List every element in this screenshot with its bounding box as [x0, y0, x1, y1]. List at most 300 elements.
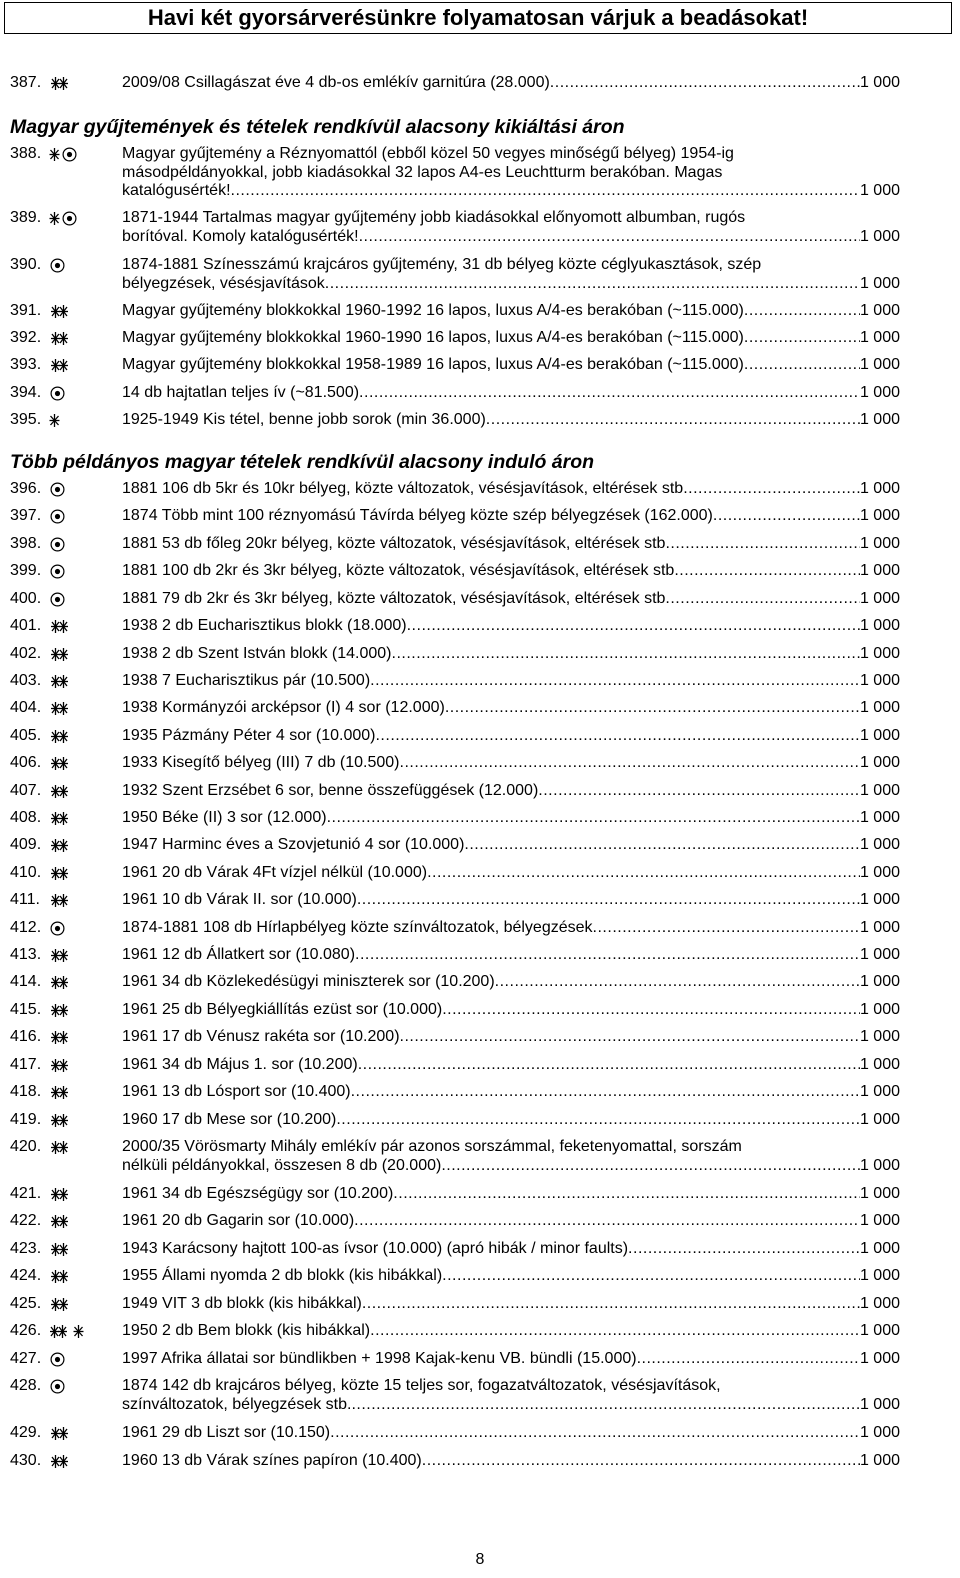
lot-number: 408. [10, 809, 42, 826]
condition-icons [47, 973, 119, 991]
page-number: 8 [475, 1551, 485, 1568]
lot-entry [10, 256, 900, 293]
starting-price: 1 000 [859, 535, 900, 552]
lot-description [122, 145, 900, 201]
lot-description [122, 1377, 900, 1414]
description-line: 1933 Kisegítő bélyeg (III) 7 db (10.500) [122, 754, 400, 771]
condition-icons [47, 864, 119, 882]
lot-description [122, 1056, 900, 1075]
lot-entry [10, 411, 900, 430]
description-last-line [122, 1185, 900, 1204]
mint-never-hinged-icon [51, 838, 68, 853]
mint-hinged-icon [49, 211, 60, 226]
lot-description [122, 1424, 900, 1443]
lot-entry [10, 699, 900, 718]
lot-entry [10, 1452, 900, 1471]
lot-number: 407. [10, 782, 42, 799]
lot-number: 397. [10, 507, 42, 524]
description-last-line [122, 946, 900, 965]
lot-entry [10, 1001, 900, 1020]
description-line: 1961 34 db Egészségügy sor (10.200) [122, 1185, 394, 1202]
description-last-line [122, 329, 900, 348]
condition-icons [47, 1452, 119, 1470]
lot-description [122, 1240, 900, 1259]
description-line: 2000/35 Vörösmarty Mihály emlékív pár azonos sorszámmal, feketenyomattal, sorszám [122, 1138, 742, 1155]
condition-icons [47, 727, 119, 745]
description-line: 1881 100 db 2kr és 3kr bélyeg, közte változatok, vésésjavítások, eltérések stb [122, 562, 675, 579]
lot-description [122, 1083, 900, 1102]
description-line: bélyegzések, vésésjavítások [122, 274, 325, 292]
starting-price: 1 000 [859, 1212, 900, 1229]
starting-price: 1 000 [859, 919, 900, 936]
mint-never-hinged-icon [51, 1085, 68, 1100]
condition-icons [47, 480, 119, 498]
description-line: 1961 25 db Bélyegkiállítás ezüst sor (10.000) [122, 1001, 443, 1018]
description-line: 1938 2 db Szent István blokk (14.000) [122, 645, 392, 662]
mint-never-hinged-icon [51, 1269, 68, 1284]
description-last-line [122, 1424, 900, 1443]
description-line: 14 db hajtatlan teljes ív (~81.500) [122, 384, 360, 401]
description-last-line [122, 1212, 900, 1231]
mint-never-hinged-icon [50, 1324, 67, 1339]
description-line: 1997 Afrika állatai sor bündlikben + 1998 Kajak-kenu VB. bündli (15.000) [122, 1350, 637, 1367]
description-line: 1961 17 db Vénusz rakéta sor (10.200) [122, 1028, 400, 1045]
lot-description [122, 1111, 900, 1130]
description-line: 1925-1949 Kis tétel, benne jobb sorok (min 36.000) [122, 411, 486, 428]
lot-entry [10, 507, 900, 526]
dot-leader [744, 302, 860, 321]
starting-price: 1 000 [859, 1083, 900, 1100]
dot-leader [354, 1212, 860, 1231]
condition-icons [47, 1240, 119, 1258]
starting-price: 1 000 [859, 754, 900, 771]
condition-icons [47, 74, 119, 92]
lot-description [122, 727, 900, 746]
dot-leader [392, 645, 860, 664]
starting-price: 1 000 [859, 356, 900, 373]
lot-description [122, 384, 900, 403]
lot-entry [10, 1350, 900, 1369]
dot-leader [713, 507, 860, 526]
lot-description [122, 1001, 900, 1020]
lot-description [122, 699, 900, 718]
description-line: 1961 10 db Várak II. sor (10.000) [122, 891, 357, 908]
dot-leader [327, 809, 860, 828]
lot-number: 412. [10, 919, 42, 936]
lot-description [122, 1138, 900, 1175]
lot-number: 403. [10, 672, 42, 689]
condition-icons [47, 535, 119, 553]
lot-description [122, 782, 900, 801]
condition-icons [47, 1377, 119, 1395]
starting-price: 1 000 [859, 1395, 900, 1413]
dot-leader [231, 182, 860, 201]
condition-icons [47, 699, 119, 717]
dot-leader [442, 1001, 860, 1020]
condition-icons [47, 645, 119, 663]
condition-icons [47, 617, 119, 635]
dot-leader [359, 384, 860, 403]
mint-never-hinged-icon [51, 1214, 68, 1229]
condition-icons [47, 302, 119, 320]
description-line: 1961 20 db Várak 4Ft vízjel nélkül (10.000) [122, 864, 428, 881]
description-line: 1943 Karácsony hajtott 100-as ívsor (10.000) (apró hibák / minor faults) [122, 1240, 629, 1257]
description-line: Magyar gyűjtemény a Réznyomattól (ebből közel 50 vegyes minőségű bélyeg) 1954-ig [122, 145, 734, 162]
lot-entry [10, 782, 900, 801]
description-last-line [122, 356, 900, 375]
mint-never-hinged-icon [51, 701, 68, 716]
starting-price: 1 000 [859, 809, 900, 826]
starting-price: 1 000 [859, 384, 900, 401]
description-last-line [122, 275, 900, 294]
condition-icons [47, 1083, 119, 1101]
lot-number: 421. [10, 1185, 42, 1202]
description-last-line [122, 1396, 900, 1415]
description-last-line [122, 182, 900, 201]
dot-leader [330, 1424, 860, 1443]
dot-leader [744, 329, 860, 348]
mint-hinged-icon [49, 147, 60, 162]
dot-leader [357, 891, 860, 910]
dot-leader [375, 727, 859, 746]
description-last-line [122, 1111, 900, 1130]
starting-price: 1 000 [859, 274, 900, 292]
description-last-line [122, 1295, 900, 1314]
starting-price: 1 000 [859, 1056, 900, 1073]
starting-price: 1 000 [859, 1156, 900, 1174]
lot-entry [10, 727, 900, 746]
dot-leader [538, 782, 860, 801]
mint-never-hinged-icon [51, 1187, 68, 1202]
lot-number: 398. [10, 535, 42, 552]
lot-entry [10, 1377, 900, 1414]
lot-number: 429. [10, 1424, 42, 1441]
starting-price: 1 000 [859, 302, 900, 319]
description-last-line [122, 864, 900, 883]
description-last-line [122, 302, 900, 321]
lot-number: 395. [10, 411, 42, 428]
dot-leader [495, 973, 860, 992]
condition-icons [47, 1138, 119, 1156]
lot-entry [10, 1138, 900, 1175]
condition-icons [47, 782, 119, 800]
condition-icons [47, 1424, 119, 1442]
condition-icons [47, 1185, 119, 1203]
lot-number: 415. [10, 1001, 42, 1018]
mint-never-hinged-icon [51, 619, 68, 634]
starting-price: 1 000 [859, 836, 900, 853]
description-line: 1949 VIT 3 db blokk (kis hibákkal) [122, 1295, 362, 1312]
starting-price: 1 000 [859, 1185, 900, 1202]
lot-number: 401. [10, 617, 42, 634]
dot-leader [486, 411, 860, 430]
lot-entry [10, 946, 900, 965]
mint-never-hinged-icon [51, 1454, 68, 1469]
lot-number: 400. [10, 590, 42, 607]
lot-entry [10, 1056, 900, 1075]
description-line: katalógusérték! [122, 182, 231, 199]
condition-icons [47, 384, 119, 402]
mint-never-hinged-icon [51, 1426, 68, 1441]
lot-number: 430. [10, 1452, 42, 1469]
description-line: 1960 17 db Mese sor (10.200) [122, 1111, 337, 1128]
lot-number: 387. [10, 74, 42, 91]
lot-entry [10, 809, 900, 828]
used-stamp-icon [50, 482, 65, 497]
description-last-line [122, 617, 900, 636]
dot-leader [593, 919, 860, 938]
lot-number: 426. [10, 1322, 42, 1339]
description-line: 1932 Szent Erzsébet 6 sor, benne összefüggések (12.000) [122, 782, 539, 799]
lot-entry [10, 302, 900, 321]
lot-description [122, 480, 900, 499]
lot-description [122, 617, 900, 636]
lot-description [122, 1028, 900, 1047]
mint-never-hinged-icon [51, 76, 68, 91]
condition-icons [47, 562, 119, 580]
dot-leader [400, 754, 860, 773]
description-last-line [122, 1452, 900, 1471]
description-last-line [122, 672, 900, 691]
lot-number: 420. [10, 1138, 42, 1155]
lot-description [122, 645, 900, 664]
description-last-line [122, 562, 900, 581]
lot-entry [10, 535, 900, 554]
dot-leader [637, 1350, 860, 1369]
lot-description [122, 836, 900, 855]
lot-number: 418. [10, 1083, 42, 1100]
lot-number: 423. [10, 1240, 42, 1257]
mint-never-hinged-icon [51, 975, 68, 990]
condition-icons [47, 754, 119, 772]
lot-description [122, 356, 900, 375]
lot-number: 411. [10, 891, 40, 908]
used-stamp-icon [50, 509, 65, 524]
description-last-line [122, 973, 900, 992]
lot-number: 416. [10, 1028, 42, 1045]
description-line: 1874-1881 Színesszámú krajcáros gyűjtemény, 31 db bélyeg közte céglyukasztások, szép [122, 256, 762, 273]
starting-price: 1 000 [859, 782, 900, 799]
description-line: 1938 Kormányzói arcképsor (I) 4 sor (12.000) [122, 699, 445, 716]
description-line: 1961 13 db Lósport sor (10.400) [122, 1083, 351, 1100]
mint-hinged-icon [73, 1324, 84, 1339]
used-stamp-icon [50, 1379, 65, 1394]
lot-description [122, 74, 900, 93]
description-line: 1881 53 db főleg 20kr bélyeg, közte változatok, vésésjavítások, eltérések stb [122, 535, 666, 552]
lot-entry [10, 145, 900, 201]
starting-price: 1 000 [859, 1028, 900, 1045]
lot-entry [10, 1212, 900, 1231]
used-stamp-icon [50, 258, 65, 273]
condition-icons [47, 1028, 119, 1046]
description-last-line [122, 411, 900, 430]
mint-never-hinged-icon [51, 893, 68, 908]
description-line: 1961 34 db Közlekedésügyi miniszterek sor (10.200) [122, 973, 495, 990]
lot-description [122, 329, 900, 348]
lot-description [122, 1295, 900, 1314]
description-line: 1950 2 db Bem blokk (kis hibákkal) [122, 1322, 371, 1339]
dot-leader [393, 1185, 860, 1204]
lot-number: 396. [10, 480, 42, 497]
lot-entry [10, 754, 900, 773]
description-last-line [122, 1267, 900, 1286]
condition-icons [47, 145, 119, 163]
dot-leader [674, 562, 860, 581]
lot-number: 413. [10, 946, 42, 963]
lot-entry [10, 645, 900, 664]
used-stamp-icon [50, 592, 65, 607]
mint-never-hinged-icon [51, 1113, 68, 1128]
description-last-line [122, 1001, 900, 1020]
lot-entry [10, 1083, 900, 1102]
starting-price: 1 000 [859, 864, 900, 881]
lot-entry [10, 1028, 900, 1047]
condition-icons [47, 919, 119, 937]
mint-never-hinged-icon [51, 866, 68, 881]
used-stamp-icon [50, 1352, 65, 1367]
starting-price: 1 000 [859, 645, 900, 662]
condition-icons [47, 1267, 119, 1285]
description-line: 2009/08 Csillagászat éve 4 db-os emlékív garnitúra (28.000) [122, 74, 550, 91]
starting-price: 1 000 [859, 973, 900, 990]
section-heading: Több példányos magyar tételek rendkívül alacsony induló áron [10, 451, 595, 473]
dot-leader [351, 1083, 860, 1102]
lot-number: 419. [10, 1111, 42, 1128]
condition-icons [47, 1056, 119, 1074]
description-line: 1961 29 db Liszt sor (10.150) [122, 1424, 331, 1441]
description-line: színváltozatok, bélyegzések stb. [122, 1395, 352, 1413]
condition-icons [47, 1001, 119, 1019]
lot-entry [10, 864, 900, 883]
description-line: 1947 Harminc éves a Szovjetunió 4 sor (10.000) [122, 836, 465, 853]
condition-icons [47, 329, 119, 347]
description-last-line [122, 919, 900, 938]
lot-description [122, 809, 900, 828]
starting-price: 1 000 [859, 1267, 900, 1284]
used-stamp-icon [50, 537, 65, 552]
description-last-line [122, 1240, 900, 1259]
lot-number: 404. [10, 699, 42, 716]
description-line: 1950 Béke (II) 3 sor (12.000) [122, 809, 327, 826]
description-last-line [122, 809, 900, 828]
condition-icons [47, 411, 119, 429]
mint-never-hinged-icon [51, 331, 68, 346]
lot-number: 393. [10, 356, 42, 373]
description-line: 1874-1881 108 db Hírlapbélyeg közte színváltozatok, bélyegzések [122, 919, 593, 936]
lot-description [122, 1185, 900, 1204]
lot-entry [10, 480, 900, 499]
dot-leader [550, 74, 860, 93]
dot-leader [665, 535, 860, 554]
dot-leader [362, 1295, 860, 1314]
condition-icons [47, 809, 119, 827]
description-last-line [122, 727, 900, 746]
starting-price: 1 000 [859, 1322, 900, 1339]
lot-entry [10, 1240, 900, 1259]
condition-icons [47, 590, 119, 608]
starting-price: 1 000 [859, 182, 900, 199]
lot-number: 391. [10, 302, 42, 319]
lot-description [122, 256, 900, 293]
lot-description [122, 535, 900, 554]
lot-number: 405. [10, 727, 42, 744]
starting-price: 1 000 [859, 1452, 900, 1469]
dot-leader [422, 1452, 860, 1471]
lot-number: 406. [10, 754, 42, 771]
starting-price: 1 000 [859, 1001, 900, 1018]
description-line: Magyar gyűjtemény blokkokkal 1960-1992 16 lapos, luxus A/4-es berakóban (~115.000) [122, 302, 744, 319]
description-last-line [122, 782, 900, 801]
lot-description [122, 302, 900, 321]
lot-entry [10, 617, 900, 636]
lot-description [122, 973, 900, 992]
lot-description [122, 1322, 900, 1341]
lot-entry [10, 356, 900, 375]
lot-entry [10, 1185, 900, 1204]
description-last-line [122, 1157, 900, 1176]
description-last-line [122, 645, 900, 664]
description-line: borítóval. Komoly katalógusérték! [122, 227, 359, 245]
dot-leader [442, 1267, 860, 1286]
mint-never-hinged-icon [51, 1030, 68, 1045]
condition-icons [47, 891, 119, 909]
starting-price: 1 000 [859, 672, 900, 689]
used-stamp-icon [62, 211, 77, 226]
description-line: 1938 7 Eucharisztikus pár (10.500) [122, 672, 371, 689]
starting-price: 1 000 [859, 562, 900, 579]
starting-price: 1 000 [859, 1295, 900, 1312]
lot-number: 425. [10, 1295, 42, 1312]
dot-leader [445, 699, 860, 718]
mint-never-hinged-icon [51, 304, 68, 319]
lot-number: 410. [10, 864, 42, 881]
lot-entry [10, 1267, 900, 1286]
dot-leader [370, 672, 860, 691]
condition-icons [47, 1212, 119, 1230]
dot-leader [325, 275, 860, 294]
lot-description [122, 1212, 900, 1231]
lot-entry [10, 209, 900, 246]
starting-price: 1 000 [859, 1240, 900, 1257]
lot-description [122, 562, 900, 581]
lot-entry [10, 672, 900, 691]
lot-entry [10, 1111, 900, 1130]
lot-number: 399. [10, 562, 42, 579]
lot-description [122, 946, 900, 965]
dot-leader [427, 864, 860, 883]
starting-price: 1 000 [859, 1350, 900, 1367]
lot-number: 417. [10, 1056, 42, 1073]
starting-price: 1 000 [859, 727, 900, 744]
description-line: 1881 79 db 2kr és 3kr bélyeg, közte változatok, vésésjavítások, eltérések stb [122, 590, 666, 607]
starting-price: 1 000 [859, 617, 900, 634]
section-heading: Magyar gyűjtemények és tételek rendkívül alacsony kikiáltási áron [10, 116, 625, 138]
lot-number: 427. [10, 1350, 42, 1367]
lot-description [122, 864, 900, 883]
starting-price: 1 000 [859, 699, 900, 716]
description-last-line [122, 699, 900, 718]
banner-text: Havi két gyorsárverésünkre folyamatosan várjuk a beadásokat! [147, 5, 809, 30]
description-last-line [122, 754, 900, 773]
lot-description [122, 672, 900, 691]
lot-description [122, 411, 900, 430]
mint-never-hinged-icon [51, 358, 68, 373]
description-last-line [122, 1083, 900, 1102]
dot-leader [359, 228, 860, 247]
lot-entry [10, 1424, 900, 1443]
starting-price: 1 000 [859, 480, 900, 497]
mint-never-hinged-icon [51, 811, 68, 826]
